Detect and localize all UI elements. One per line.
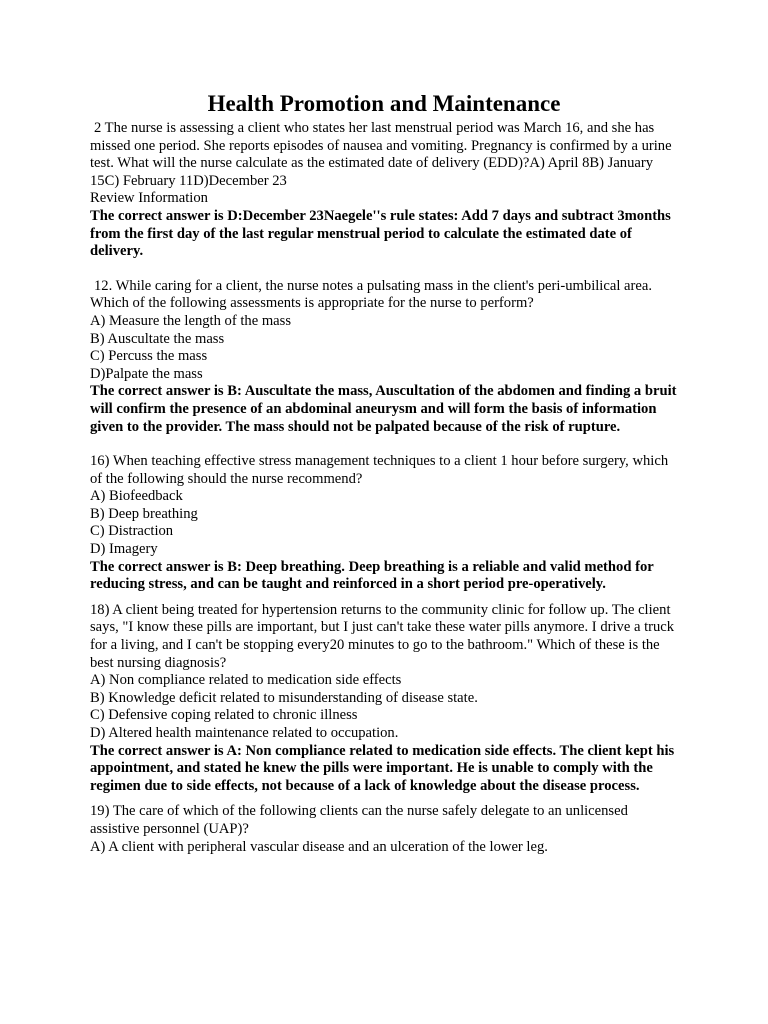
question-12-option-d: D)Palpate the mass <box>90 365 203 382</box>
question-2-answer: The correct answer is D:December 23Naegele''s rule states: Add 7 days and subtract 3months from the first day of the last regular menstrual period to calculate the estimated date of delivery. <box>90 207 671 260</box>
question-19 <box>90 803 680 856</box>
question-19-option-a: A) A client with peripheral vascular disease and an ulceration of the lower leg. <box>90 838 548 855</box>
question-12-option-b: B) Auscultate the mass <box>90 330 225 347</box>
question-18-text: 18) A client being treated for hypertension returns to the community clinic for follow up. The client says, "I know these pills are important, but I just can't take these water pills anymore. I drive a truck for a living, and I can't be stopping every20 minutes to go to the bathroom." Which of these is the best nursing diagnosis? <box>90 601 675 671</box>
question-12 <box>90 278 680 436</box>
question-16-answer: The correct answer is B: Deep breathing. Deep breathing is a reliable and valid method for reducing stress, and can be taught and reinforced in a short period pre-operatively. <box>90 558 654 593</box>
question-16-option-d: D) Imagery <box>90 541 158 558</box>
question-2-text: 2 The nurse is assessing a client who states her last menstrual period was March 16, and she has missed one period. She reports episodes of nausea and vomiting. Pregnancy is confirmed by a urine test. What will the nurse calculate as the estimated date of delivery (EDD)?A) April 8B) January 15C) February 11D)December 23 <box>90 120 672 189</box>
document-title: Health Promotion and Maintenance <box>207 91 561 116</box>
question-16-option-a: A) Biofeedback <box>90 488 183 505</box>
question-16-option-c: C) Distraction <box>90 523 174 540</box>
question-16-option-b: B) Deep breathing <box>90 505 198 522</box>
question-18-answer: The correct answer is A: Non compliance related to medication side effects. The client kept his appointment, and stated he knew the pills were important. He is unable to comply with the regimen due to side effects, not because of a lack of knowledge about the disease process. <box>90 742 675 794</box>
question-12-answer: The correct answer is B: Auscultate the mass, Auscultation of the abdomen and finding a bruit will confirm the presence of an abdominal aneurysm and will form the basis of information given to the provider. The mass should not be palpated because of the risk of rupture. <box>90 383 677 435</box>
question-12-text: 12. While caring for a client, the nurse notes a pulsating mass in the client's peri-umbilical area. Which of the following assessments is appropriate for the nurse to perform? <box>90 277 652 312</box>
question-18-option-c: C) Defensive coping related to chronic illness <box>90 707 358 724</box>
question-2 <box>90 120 680 261</box>
question-16 <box>90 453 680 594</box>
question-18 <box>90 602 680 796</box>
question-18-option-a: A) Non compliance related to medication side effects <box>90 672 402 689</box>
question-18-option-b: B) Knowledge deficit related to misunderstanding of disease state. <box>90 689 478 706</box>
question-19-text: 19) The care of which of the following clients can the nurse safely delegate to an unlicensed assistive personnel (UAP)? <box>90 803 628 837</box>
question-16-text: 16) When teaching effective stress management techniques to a client 1 hour before surgery, which of the following should the nurse recommend? <box>90 453 669 487</box>
review-information: Review Information <box>90 190 208 207</box>
document-body <box>90 120 680 856</box>
question-12-option-a: A) Measure the length of the mass <box>90 312 292 329</box>
question-12-option-c: C) Percuss the mass <box>90 348 208 365</box>
question-18-option-d: D) Altered health maintenance related to occupation. <box>90 725 399 741</box>
